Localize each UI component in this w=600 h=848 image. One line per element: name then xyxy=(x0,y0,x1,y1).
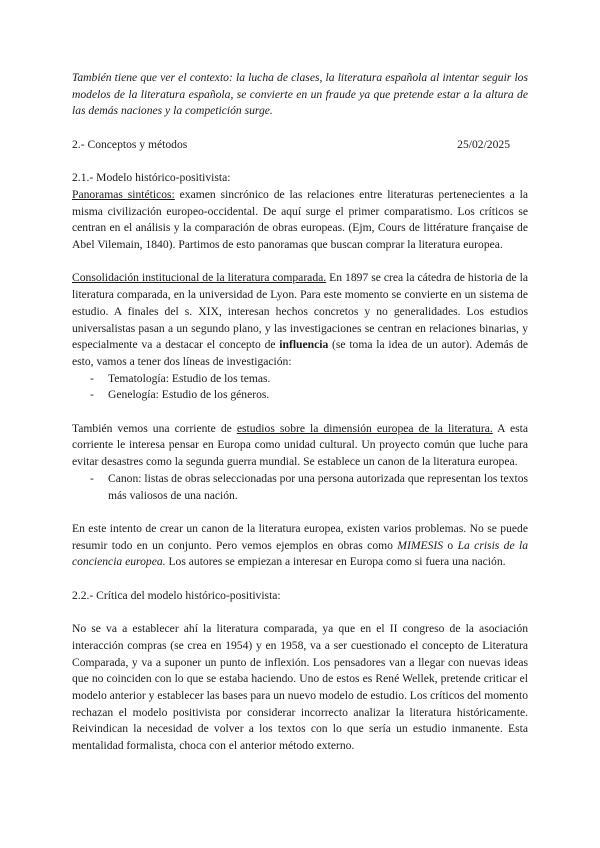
intro-paragraph: También tiene que ver el contexto: la lucha de clases, la literatura española al intentar seguir los modelos de la literatura española, se convierte en un fraude ya que pretende estar a la altura de las demás naciones y la competición surge. xyxy=(72,71,528,118)
document-page xyxy=(72,70,528,755)
mimesis-title: MIMESIS xyxy=(397,538,444,552)
canon-text-c: Los autores se empiezan a interesar en Europa como si fuera una nación. xyxy=(165,555,506,569)
panoramas-text: examen sincrónico de las relaciones entre literaturas pertenecientes a la misma civilización europeo-occidental. De aquí surge el primer comparatismo. Los críticos se centran en el análisis y la comparación de obras europeas. (Ejm, Cours de littérature française de Abel Vilemain, 1840). Partimos de esto panoramas que buscan comprar la literatura europea. xyxy=(72,187,528,251)
paragraph-panoramas xyxy=(72,187,528,254)
research-lines-list xyxy=(72,371,528,404)
list-item: - Genelogía: Estudio de los géneros. xyxy=(108,387,528,404)
paragraph-critica: No se va a establecer ahí la literatura comparada, ya que en el II congreso de la asociación interacción compras (se crea en 1954) y en 1958, va a ser cuestionado el concepto de Literatura Comparada, y va a suponer un punto de inflexión. Los pensadores van a llegar con nuevas ideas que no coinciden con lo que se estaba haciendo. Uno de estos es René Wellek, pretende criticar el modelo anterior y establecer las bases para un nuevo modelo de estudio. Los críticos del momento rechazan el modelo positivista por considerar incorrecto analizar la literatura históricamente. Reivindican la necesidad de volver a los textos con lo que sería un estudio inmanente. Esta mentalidad formalista, choca con el anterior método externo. xyxy=(72,622,528,753)
canon-list xyxy=(72,471,528,504)
dimension-text-b: A esta corriente le interesa pensar en Europa como unidad cultural. Un proyecto común que luche para evitar desastres como la segunda guerra mundial. Se establece un canon de la literatura europea. xyxy=(72,421,528,469)
section-2-header xyxy=(72,137,528,154)
paragraph-canon-problemas xyxy=(72,521,528,571)
paragraph-consolidacion xyxy=(72,270,528,370)
list-item: - Tematología: Estudio de los temas. xyxy=(108,371,528,388)
spacer xyxy=(72,571,528,588)
spacer xyxy=(72,504,528,521)
spacer xyxy=(72,604,528,621)
spacer xyxy=(72,154,528,171)
spacer xyxy=(72,404,528,421)
section-2-1-title: 2.1.- Modelo histórico-positivista: xyxy=(72,171,231,185)
canon-text-b: o xyxy=(443,538,458,552)
consolidacion-text-b: (se toma la idea de un autor). Además de esto, vamos a tener dos líneas de investigación: xyxy=(72,338,529,368)
section-2-date: 25/02/2025 xyxy=(457,137,510,151)
dimension-underlined: estudios sobre la dimensión europea de la literatura. xyxy=(236,421,493,435)
spacer xyxy=(72,120,528,137)
crisis-title: La crisis de la conciencia europea. xyxy=(72,538,529,569)
spacer xyxy=(72,254,528,271)
section-2-title: 2.- Conceptos y métodos xyxy=(72,137,188,151)
dimension-text-a: También vemos una corriente de xyxy=(72,421,237,435)
consolidacion-text-a: En 1897 se crea la cátedra de historia de la literatura comparada, en la universidad de Lyon. Para este momento se convierte en un sistema de estudio. A finales del s. XIX, interesan hechos concretos y no generalidades. Los estudios universalistas pasan a un segundo plano, y las investigaciones se centran en relaciones binarias, y especialmente va a destacar el concepto de xyxy=(72,271,528,352)
panoramas-heading: Panoramas sintéticos: xyxy=(72,187,175,201)
canon-text-a: En este intento de crear un canon de la literatura europea, existen varios problemas. No se puede resumir todo en un conjunto. Pero vemos ejemplos en obras como xyxy=(72,521,528,552)
section-2-2-title: 2.2.- Crítica del modelo histórico-positivista: xyxy=(72,588,281,602)
paragraph-dimension-europea xyxy=(72,421,528,471)
consolidacion-heading: Consolidación institucional de la literatura comparada. xyxy=(72,271,327,285)
list-item: - Canon: listas de obras seleccionadas por una persona autorizada que representan los textos más valiosos de una nación. xyxy=(108,471,528,504)
influencia-term: influencia xyxy=(279,338,329,352)
